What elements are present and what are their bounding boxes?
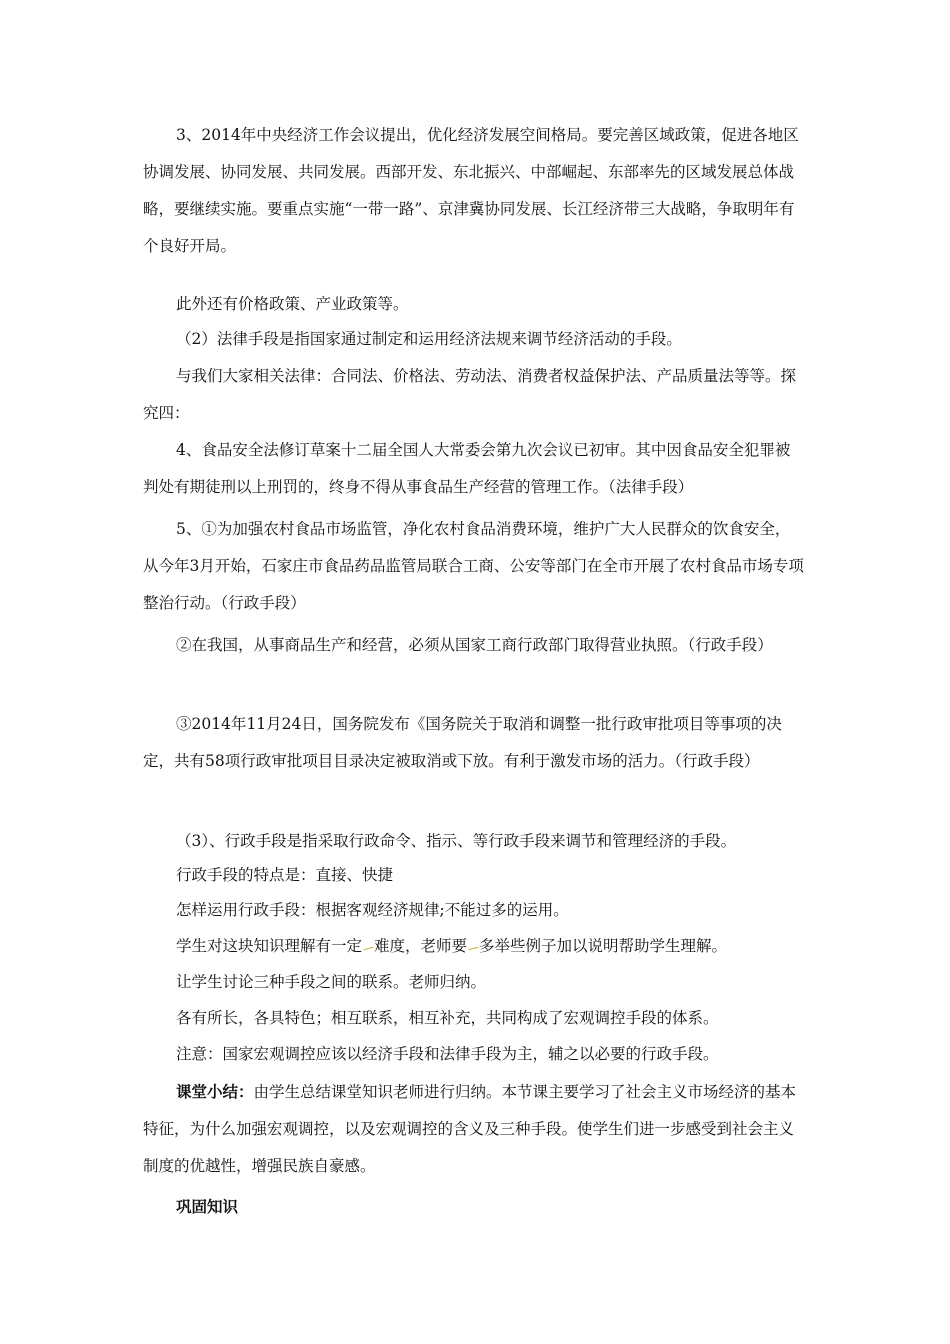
paragraph-other-policies: 此外还有价格政策、产业政策等。 xyxy=(176,295,409,313)
paragraph-state-council-decision: ③2014年11月24日，国务院发布《国务院关于取消和调整一批行政审批项目等事项的决定，共有58项行政审批项目目录决定被取消或下放。有利于激发市场的活力。（行政手段） xyxy=(143,715,782,770)
summary-label: 课堂小结： xyxy=(176,1082,254,1101)
paragraph-how-to-use-admin: 怎样运用行政手段：根据客观经济规律;不能过多的运用。 xyxy=(176,901,569,919)
paragraph-means-relation: 各有所长，各具特色；相互联系，相互补充，共同构成了宏观调控手段的体系。 xyxy=(176,1009,719,1027)
section-heading-consolidate: 巩固知识 xyxy=(176,1197,239,1216)
paragraph-discussion: 让学生讨论三种手段之间的联系。老师归纳。 xyxy=(176,973,487,991)
paragraph-attention: 注意：国家宏观调控应该以经济手段和法律手段为主，辅之以必要的行政手段。 xyxy=(176,1045,719,1063)
paragraph-rural-food-market: 5、①为加强农村食品市场监管，净化农村食品消费环境，维护广大人民群众的饮食安全，从今年3月开始，石家庄市食品药品监管局联合工商、公安等部门在全市开展了农村食品市场专项整治行动。（行政手段） xyxy=(143,520,804,612)
teaching-note-part-1: 学生对这块知识理解有一定 xyxy=(176,937,363,955)
annotation-mark xyxy=(363,943,374,950)
annotation-mark xyxy=(468,943,479,950)
paragraph-food-safety-law: 4、食品安全法修订草案十二届全国人大常委会第九次会议已初审。其中因食品安全犯罪被判处有期徒刑以上刑罚的，终身不得从事食品生产经营的管理工作。（法律手段） xyxy=(143,441,791,496)
summary-text: 由学生总结课堂知识老师进行归纳。本节课主要学习了社会主义市场经济的基本特征，为什么加强宏观调控，以及宏观调控的含义及三种手段。使学生们进一步感受到社会主义制度的优越性，增强民族自豪感。 xyxy=(143,1083,797,1175)
paragraph-teaching-note xyxy=(176,928,838,965)
paragraph-administrative-means: （3）、行政手段是指采取行政命令、指示、等行政手段来调节和管理经济的手段。 xyxy=(176,832,737,850)
teaching-note-part-3: 多举些例子加以说明帮助学生理解。 xyxy=(479,937,728,955)
paragraph-related-laws: 与我们大家相关法律：合同法、价格法、劳动法、消费者权益保护法、产品质量法等等。探究四： xyxy=(143,367,797,422)
paragraph-admin-features: 行政手段的特点是：直接、快捷 xyxy=(176,866,394,884)
paragraph-business-license: ②在我国，从事商品生产和经营，必须从国家工商行政部门取得营业执照。（行政手段） xyxy=(176,636,773,654)
paragraph-legal-means: （2）法律手段是指国家通过制定和运用经济法规来调节经济活动的手段。 xyxy=(176,330,682,348)
paragraph-central-economic-conference: 3、2014年中央经济工作会议提出，优化经济发展空间格局。要完善区域政策，促进各地区协调发展、协同发展、共同发展。西部开发、东北振兴、中部崛起、东部率先的区域发展总体战略，要继续实施。要重点实施“一带一路”、京津冀协同发展、长江经济带三大战略，争取明年有个良好开局。 xyxy=(143,126,799,255)
paragraph-class-summary xyxy=(143,1073,805,1185)
teaching-note-part-2: 难度，老师要 xyxy=(374,937,468,955)
